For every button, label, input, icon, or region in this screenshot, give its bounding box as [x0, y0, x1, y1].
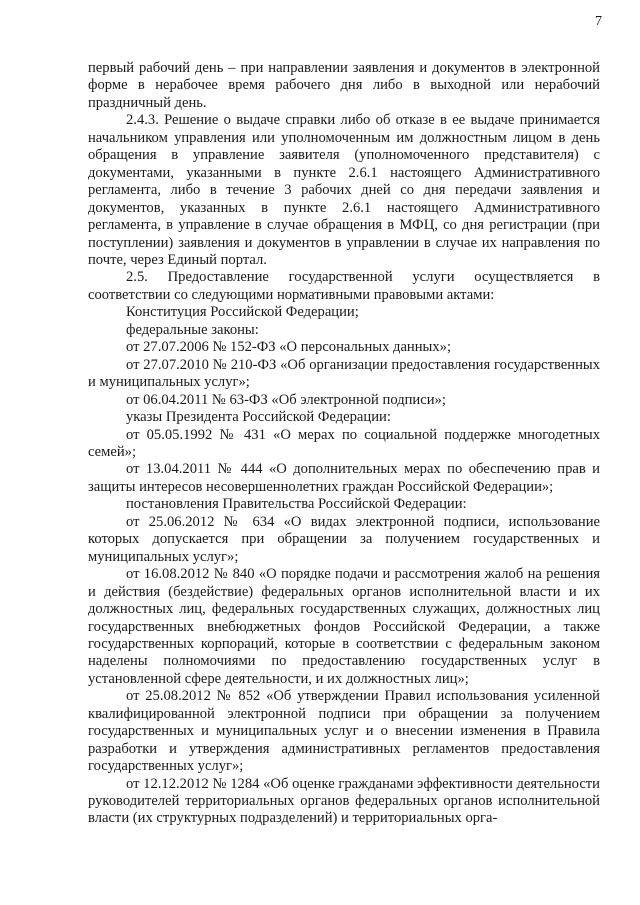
- list-heading-government-resolutions: постановления Правительства Российской Федерации:: [126, 496, 467, 513]
- list-item-decree-444: от 13.04.2011 № 444 «О дополнительных мерах по обеспечению прав и защиты интересов несовершеннолетних граждан Российской Федерации»;: [88, 461, 600, 495]
- list-heading-federal-laws: федеральные законы:: [126, 321, 259, 338]
- list-item-constitution: Конституция Российской Федерации;: [126, 304, 359, 321]
- paragraph-continuation: первый рабочий день – при направлении заявления и документов в электронной форме в нерабочее время рабочего дня либо в выходной или нерабочий праздничный день.: [88, 60, 600, 111]
- list-item-resolution-840: от 16.08.2012 № 840 «О порядке подачи и рассмотрения жалоб на решения и действия (бездействие) федеральных органов исполнительной власти и их должностных лиц, федеральных государственных служащих, должностных лиц государственных внебюджетных фондов Российской Федерации, а также государственных корпораций, которые в соответствии с федеральным законом наделены полномочиями по предоставлению государственных услуг в установленной сфере деятельности, и их должностных лиц»;: [88, 566, 600, 687]
- list-item-resolution-634: от 25.06.2012 № 634 «О видах электронной подписи, использование которых допускается при обращении за получением государственных и муниципальных услуг»;: [88, 513, 600, 565]
- page-number: 7: [595, 14, 602, 29]
- document-body: [88, 60, 600, 828]
- list-item-law-63: от 06.04.2011 № 63-ФЗ «Об электронной подписи»;: [126, 391, 446, 408]
- list-item-decree-431: от 05.05.1992 № 431 «О мерах по социальной поддержке многодетных семей»;: [88, 426, 600, 460]
- paragraph-2-5: 2.5. Предоставление государственной услуги осуществляется в соответствии со следующими нормативными правовыми актами:: [88, 269, 600, 303]
- list-item-resolution-1284: от 12.12.2012 № 1284 «Об оценке гражданами эффективности деятельности руководителей территориальных органов федеральных органов исполнительной власти (их структурных подразделений) и территориальных орга-: [88, 775, 600, 827]
- paragraph-2-4-3: 2.4.3. Решение о выдаче справки либо об отказе в ее выдаче принимается начальником управления или уполномоченным им должностным лицом в день обращения в управление заявителя (уполномоченного представителя) с документами, указанными в пункте 2.6.1 настоящего Административного регламента, либо в течение 3 рабочих дней со дня передачи заявления и документов, указанных в пункте 2.6.1 настоящего Административного регламента, в управление в случае обращения в МФЦ, со дня регистрации (при поступлении) заявления и документов в управлении в случае их направления по почте, через Единый портал.: [88, 112, 600, 268]
- list-heading-presidential-decrees: указы Президента Российской Федерации:: [126, 409, 391, 426]
- list-item-law-152: от 27.07.2006 № 152-ФЗ «О персональных данных»;: [126, 339, 451, 356]
- list-item-law-210: от 27.07.2010 № 210-ФЗ «Об организации предоставления государственных и муниципальных услуг»;: [88, 356, 600, 391]
- list-item-resolution-852: от 25.08.2012 № 852 «Об утверждении Правил использования усиленной квалифицированной электронной подписи при обращении за получением государственных и муниципальных услуг и о внесении изменения в Правила разработки и утверждения административных регламентов предоставления государственных услуг»;: [88, 688, 600, 775]
